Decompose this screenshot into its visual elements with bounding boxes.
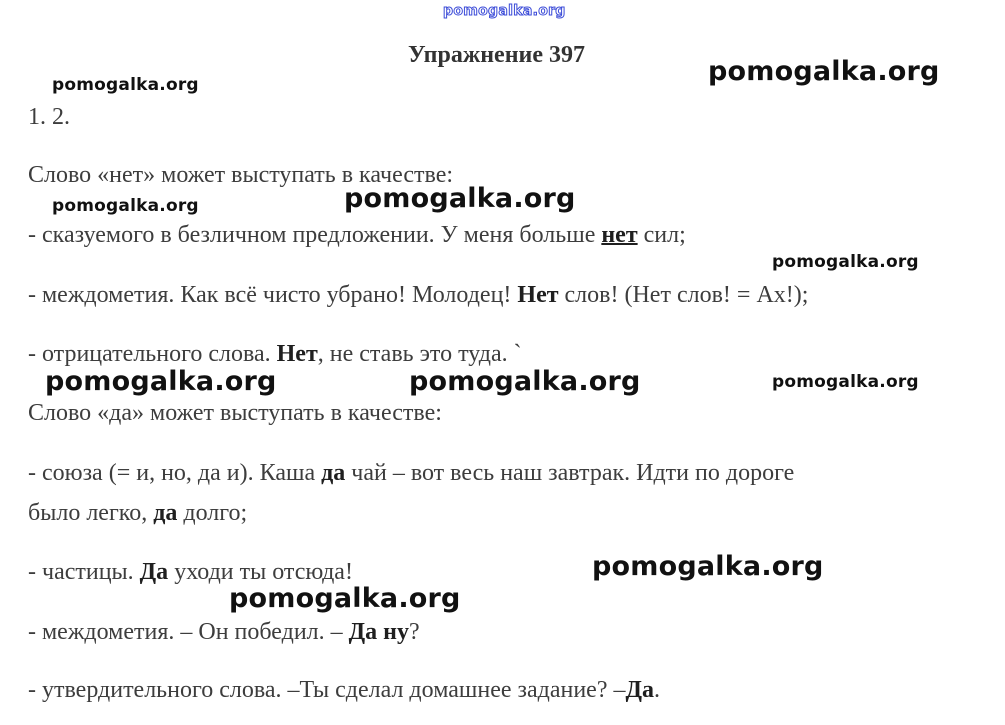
text-segment: - отрицательного слова. bbox=[28, 341, 277, 367]
bold-word: Да ну bbox=[348, 619, 410, 645]
exercise-title: Упражнение 397 bbox=[408, 42, 586, 68]
text-segment: . bbox=[654, 677, 660, 703]
bold-word: Нет bbox=[276, 341, 318, 367]
watermark: pomogalka.org bbox=[708, 56, 940, 87]
text-segment: сил; bbox=[637, 222, 686, 248]
watermark: pomogalka.org bbox=[772, 252, 919, 272]
watermark: pomogalka.org bbox=[592, 551, 824, 582]
text-segment: - междометия. – Он победил. – bbox=[28, 619, 349, 645]
bold-word: да bbox=[153, 500, 178, 526]
bold-word: да bbox=[321, 460, 346, 486]
text-segment: было легко, bbox=[28, 500, 154, 526]
bold-word: нет bbox=[601, 222, 638, 248]
text-segment: ? bbox=[409, 619, 420, 645]
text-segment: - междометия. Как всё чисто убрано! Молодец! bbox=[28, 282, 518, 308]
net-item-predicate bbox=[28, 220, 686, 250]
text-segment: чай – вот весь наш завтрак. Идти по дороге bbox=[345, 460, 795, 486]
da-item-particle bbox=[28, 557, 353, 587]
da-intro: Слово «да» может выступать в качестве: bbox=[28, 400, 442, 426]
net-intro: Слово «нет» может выступать в качестве: bbox=[28, 162, 454, 188]
text-segment: - частицы. bbox=[28, 559, 140, 585]
watermark: pomogalka.org bbox=[45, 366, 277, 397]
bold-word: Да bbox=[139, 559, 169, 585]
watermark: pomogalka.org bbox=[409, 366, 641, 397]
text-segment: - союза (= и, но, да и). Каша bbox=[28, 460, 322, 486]
watermark: pomogalka.org bbox=[344, 183, 576, 214]
watermark: pomogalka.org bbox=[772, 372, 919, 392]
text-segment: долго; bbox=[177, 500, 248, 526]
net-item-negation bbox=[28, 339, 522, 369]
watermark: pomogalka.org bbox=[52, 75, 199, 95]
bold-word: Да bbox=[625, 677, 654, 703]
watermark: pomogalka.org bbox=[52, 196, 199, 216]
text-segment: , не ставь это туда. ` bbox=[317, 341, 522, 367]
watermark-top: pomogalka.org bbox=[443, 3, 566, 19]
da-item-conjunction-continued bbox=[28, 498, 247, 528]
text-segment: слов! (Нет слов! = Ах!); bbox=[558, 282, 809, 308]
da-item-affirmative bbox=[28, 675, 660, 705]
bold-word: Нет bbox=[517, 282, 559, 308]
text-segment: - сказуемого в безличном предложении. У меня больше bbox=[28, 222, 602, 248]
net-item-interjection bbox=[28, 280, 808, 310]
text-segment: - утвердительного слова. –Ты сделал домашнее задание? – bbox=[28, 677, 626, 703]
da-item-conjunction bbox=[28, 458, 794, 488]
watermark: pomogalka.org bbox=[229, 583, 461, 614]
da-item-interjection bbox=[28, 617, 420, 647]
numbering: 1. 2. bbox=[28, 104, 70, 130]
text-segment: уходи ты отсюда! bbox=[168, 559, 353, 585]
